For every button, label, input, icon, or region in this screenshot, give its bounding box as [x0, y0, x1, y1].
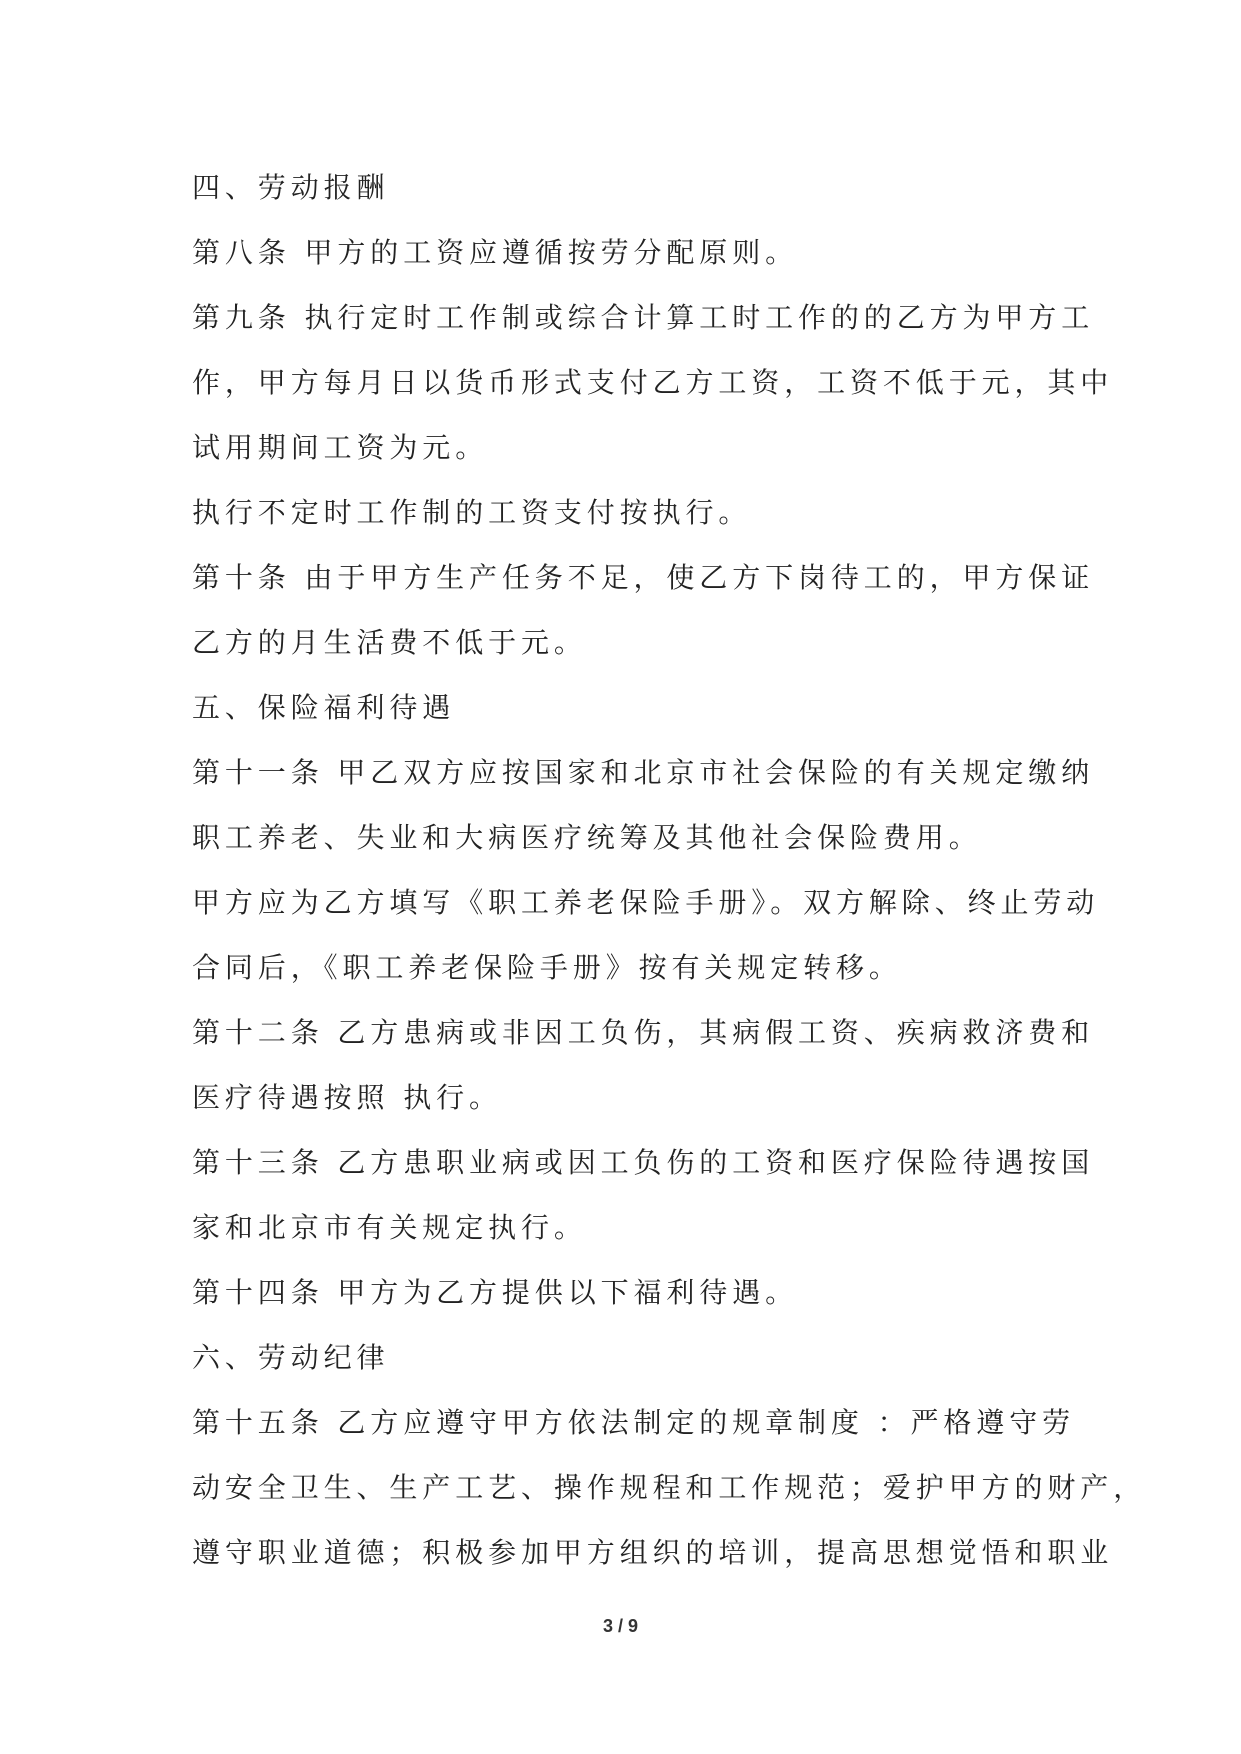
article-9-line-1: 第九条 执行定时工作制或综合计算工时工作的的乙方为甲方工 [192, 301, 1095, 334]
article-15-line-2: 动安全卫生、生产工艺、操作规程和工作规范；爱护甲方的财产， [192, 1471, 1147, 1504]
document-body [192, 155, 1147, 1585]
article-12-line-1: 第十二条 乙方患病或非因工负伤，其病假工资、疾病救济费和 [192, 1016, 1095, 1049]
article-11-line-4: 合同后，《职工养老保险手册》按有关规定转移。 [192, 951, 902, 984]
section-heading-insurance: 五、保险福利待遇 [192, 691, 456, 724]
section-heading-remuneration: 四、劳动报酬 [192, 171, 390, 204]
article-15-line-1: 第十五条 乙方应遵守甲方依法制定的规章制度 ：严格遵守劳 [192, 1406, 1076, 1439]
article-14: 第十四条 甲方为乙方提供以下福利待遇。 [192, 1276, 799, 1309]
article-9-line-3: 试用期间工资为元。 [192, 431, 489, 464]
page-number: 3 / 9 [602, 1616, 639, 1636]
section-heading-discipline: 六、劳动纪律 [192, 1341, 390, 1374]
article-10-line-1: 第十条 由于甲方生产任务不足，使乙方下岗待工的，甲方保证 [192, 561, 1095, 594]
article-12-line-2: 医疗待遇按照 执行。 [192, 1081, 502, 1114]
article-8: 第八条 甲方的工资应遵循按劳分配原则。 [192, 236, 799, 269]
article-11-line-1: 第十一条 甲乙双方应按国家和北京市社会保险的有关规定缴纳 [192, 756, 1095, 789]
article-10-line-2: 乙方的月生活费不低于元。 [192, 626, 587, 659]
article-11-line-2: 职工养老、失业和大病医疗统筹及其他社会保险费用。 [192, 821, 982, 854]
article-13-line-2: 家和北京市有关规定执行。 [192, 1211, 587, 1244]
article-9-line-4: 执行不定时工作制的工资支付按执行。 [192, 496, 752, 529]
article-13-line-1: 第十三条 乙方患职业病或因工负伤的工资和医疗保险待遇按国 [192, 1146, 1095, 1179]
article-9-line-2: 作，甲方每月日以货币形式支付乙方工资，工资不低于元，其中 [192, 366, 1114, 399]
article-11-line-3: 甲方应为乙方填写《职工养老保险手册》。双方解除、终止劳动 [192, 886, 1100, 919]
article-15-line-3: 遵守职业道德；积极参加甲方组织的培训，提高思想觉悟和职业 [192, 1536, 1114, 1569]
